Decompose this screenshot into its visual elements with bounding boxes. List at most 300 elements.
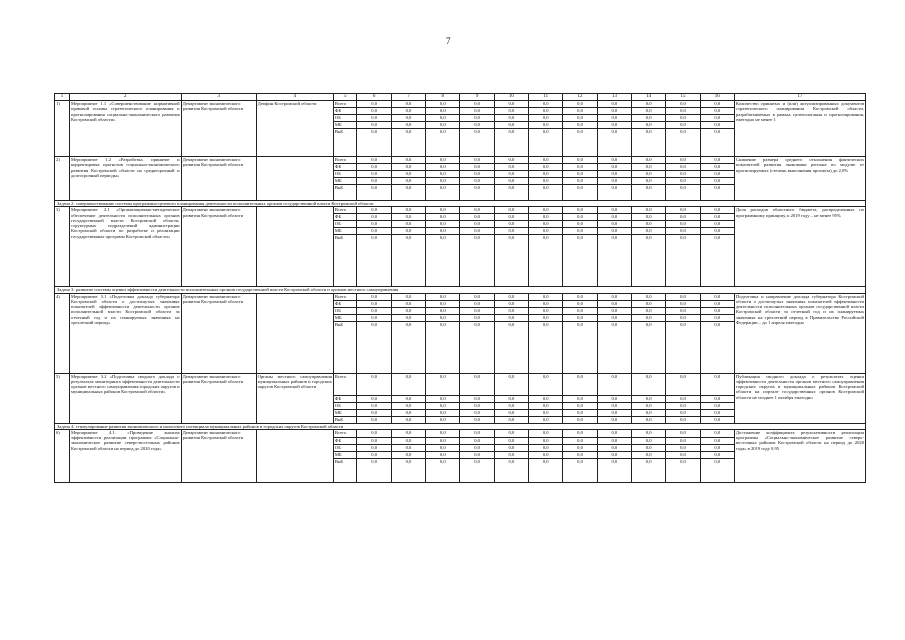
- value-cell: 0,0: [666, 307, 700, 314]
- header-cell: 6: [357, 94, 391, 101]
- value-cell: 0,0: [666, 101, 700, 108]
- value-cell: 0,0: [631, 451, 665, 458]
- executor: Департамент экономического развития Костромской области: [181, 293, 256, 373]
- value-cell: 0,0: [357, 409, 391, 416]
- value-cell: 0,0: [597, 437, 631, 444]
- value-cell: 0,0: [529, 122, 563, 129]
- value-cell: 0,0: [357, 458, 391, 482]
- value-cell: 0,0: [631, 157, 665, 164]
- value-cell: 0,0: [494, 101, 528, 108]
- value-cell: 0,0: [460, 437, 494, 444]
- value-cell: 0,0: [597, 164, 631, 171]
- fund-label: Всего: [333, 293, 357, 300]
- value-cell: 0,0: [529, 437, 563, 444]
- value-cell: 0,0: [597, 221, 631, 228]
- value-cell: 0,0: [426, 115, 460, 122]
- value-cell: 0,0: [426, 458, 460, 482]
- value-cell: 0,0: [700, 437, 734, 444]
- fund-label: ОБ: [333, 221, 357, 228]
- fund-label: Всего: [333, 157, 357, 164]
- value-cell: 0,0: [391, 451, 425, 458]
- value-cell: 0,0: [357, 122, 391, 129]
- header-cell: 7: [391, 94, 425, 101]
- value-cell: 0,0: [631, 228, 665, 235]
- table-row: [55, 101, 866, 108]
- value-cell: 0,0: [494, 373, 528, 395]
- value-cell: 0,0: [426, 221, 460, 228]
- value-cell: 0,0: [700, 300, 734, 307]
- fund-label: ОБ: [333, 444, 357, 451]
- value-cell: 0,0: [494, 307, 528, 314]
- value-cell: 0,0: [391, 228, 425, 235]
- value-cell: 0,0: [391, 300, 425, 307]
- value-cell: 0,0: [357, 373, 391, 395]
- value-cell: 0,0: [631, 437, 665, 444]
- value-cell: 0,0: [597, 101, 631, 108]
- value-cell: 0,0: [700, 409, 734, 416]
- table-row: [55, 293, 866, 300]
- value-cell: 0,0: [426, 300, 460, 307]
- value-cell: 0,0: [666, 409, 700, 416]
- row-number: 4): [55, 293, 70, 373]
- expected-result: Доля расходов областного бюджета, распределенных по программному принципу, к 2019 году – не менее 95%: [734, 207, 865, 287]
- fund-label: ФБ: [333, 395, 357, 402]
- value-cell: 0,0: [700, 207, 734, 214]
- value-cell: 0,0: [700, 129, 734, 157]
- value-cell: 0,0: [563, 115, 597, 122]
- task-text: Задача 2: совершенствование системы программно-целевого планирования деятельности исполнительных органов государственной власти Костромской области: [55, 201, 866, 207]
- value-cell: 0,0: [391, 307, 425, 314]
- fund-label: Всего: [333, 101, 357, 108]
- value-cell: 0,0: [597, 214, 631, 221]
- value-cell: 0,0: [529, 444, 563, 451]
- task-text: Задача 4: стимулирование развития экономического и налогового потенциала муниципальных районов и городских округов Костромской области: [55, 423, 866, 429]
- value-cell: 0,0: [357, 207, 391, 214]
- value-cell: 0,0: [426, 171, 460, 178]
- value-cell: 0,0: [460, 228, 494, 235]
- value-cell: 0,0: [357, 451, 391, 458]
- row-number: 6): [55, 429, 70, 482]
- value-cell: 0,0: [357, 221, 391, 228]
- value-cell: 0,0: [597, 429, 631, 437]
- value-cell: 0,0: [597, 307, 631, 314]
- value-cell: 0,0: [631, 314, 665, 321]
- co-executor: Органы местного самоуправления муниципальных районов и городских округов Костромской области: [256, 373, 333, 423]
- value-cell: 0,0: [563, 437, 597, 444]
- value-cell: 0,0: [426, 235, 460, 287]
- value-cell: 0,0: [529, 321, 563, 373]
- value-cell: 0,0: [597, 157, 631, 164]
- executor: Департамент экономического развития Костромской области: [181, 157, 256, 201]
- value-cell: 0,0: [700, 373, 734, 395]
- value-cell: 0,0: [391, 409, 425, 416]
- value-cell: 0,0: [666, 429, 700, 437]
- value-cell: 0,0: [666, 444, 700, 451]
- value-cell: 0,0: [700, 178, 734, 185]
- value-cell: 0,0: [460, 321, 494, 373]
- value-cell: 0,0: [666, 129, 700, 157]
- value-cell: 0,0: [666, 122, 700, 129]
- value-cell: 0,0: [494, 164, 528, 171]
- value-cell: 0,0: [563, 214, 597, 221]
- executor: Департамент экономического развития Костромской области: [181, 207, 256, 287]
- value-cell: 0,0: [426, 307, 460, 314]
- value-cell: 0,0: [357, 115, 391, 122]
- value-cell: 0,0: [426, 444, 460, 451]
- fund-label: ФБ: [333, 164, 357, 171]
- header-cell: 8: [426, 94, 460, 101]
- value-cell: 0,0: [391, 429, 425, 437]
- value-cell: 0,0: [460, 307, 494, 314]
- value-cell: 0,0: [460, 171, 494, 178]
- value-cell: 0,0: [631, 122, 665, 129]
- value-cell: 0,0: [700, 221, 734, 228]
- value-cell: 0,0: [631, 171, 665, 178]
- value-cell: 0,0: [460, 101, 494, 108]
- value-cell: 0,0: [357, 321, 391, 373]
- value-cell: 0,0: [391, 157, 425, 164]
- value-cell: 0,0: [357, 314, 391, 321]
- value-cell: 0,0: [666, 164, 700, 171]
- value-cell: 0,0: [357, 402, 391, 409]
- executor: Департамент экономического развития Костромской области: [181, 429, 256, 482]
- event-description: Мероприятие 2.1 «Организационно-методическое обеспечение деятельности исполнительных органов государственной власти Костромской области, структурных подразделений администрации Костромской области по разработке и реализации государственных программ Костромской области»: [70, 207, 182, 287]
- value-cell: 0,0: [426, 314, 460, 321]
- co-executor: [256, 207, 333, 287]
- value-cell: 0,0: [563, 101, 597, 108]
- value-cell: 0,0: [460, 444, 494, 451]
- value-cell: 0,0: [391, 458, 425, 482]
- value-cell: 0,0: [597, 207, 631, 214]
- fund-label: ОБ: [333, 402, 357, 409]
- co-executor: Депфин Костромской области: [256, 101, 333, 157]
- value-cell: 0,0: [631, 207, 665, 214]
- value-cell: 0,0: [666, 171, 700, 178]
- value-cell: 0,0: [357, 101, 391, 108]
- value-cell: 0,0: [700, 101, 734, 108]
- value-cell: 0,0: [391, 178, 425, 185]
- value-cell: 0,0: [700, 214, 734, 221]
- fund-label: МБ: [333, 228, 357, 235]
- value-cell: 0,0: [529, 395, 563, 402]
- value-cell: 0,0: [494, 321, 528, 373]
- value-cell: 0,0: [357, 214, 391, 221]
- fund-label: ФБ: [333, 108, 357, 115]
- value-cell: 0,0: [631, 101, 665, 108]
- value-cell: 0,0: [563, 293, 597, 300]
- co-executor: [256, 293, 333, 373]
- value-cell: 0,0: [529, 300, 563, 307]
- value-cell: 0,0: [563, 451, 597, 458]
- header-cell: 1: [55, 94, 70, 101]
- value-cell: 0,0: [700, 307, 734, 314]
- value-cell: 0,0: [460, 115, 494, 122]
- value-cell: 0,0: [391, 122, 425, 129]
- value-cell: 0,0: [494, 395, 528, 402]
- value-cell: 0,0: [563, 300, 597, 307]
- value-cell: 0,0: [529, 409, 563, 416]
- fund-label: МБ: [333, 314, 357, 321]
- value-cell: 0,0: [426, 214, 460, 221]
- value-cell: 0,0: [597, 235, 631, 287]
- value-cell: 0,0: [426, 437, 460, 444]
- value-cell: 0,0: [426, 416, 460, 423]
- expected-result: Достижение коэффициента результативности реализации программы «Социально-экономическое развитие северо-восточных районов Костромской области на период до 2020 года» в 2019 году 0,95: [734, 429, 865, 482]
- value-cell: 0,0: [494, 437, 528, 444]
- value-cell: 0,0: [460, 300, 494, 307]
- co-executor: [256, 157, 333, 201]
- fund-label: ОБ: [333, 307, 357, 314]
- co-executor: [256, 429, 333, 482]
- value-cell: 0,0: [563, 228, 597, 235]
- value-cell: 0,0: [666, 228, 700, 235]
- header-cell: 9: [460, 94, 494, 101]
- value-cell: 0,0: [563, 458, 597, 482]
- fund-label: ВнБ: [333, 458, 357, 482]
- value-cell: 0,0: [563, 409, 597, 416]
- value-cell: 0,0: [631, 129, 665, 157]
- value-cell: 0,0: [494, 458, 528, 482]
- value-cell: 0,0: [391, 416, 425, 423]
- value-cell: 0,0: [494, 235, 528, 287]
- row-number: 3): [55, 207, 70, 287]
- value-cell: 0,0: [529, 207, 563, 214]
- value-cell: 0,0: [529, 458, 563, 482]
- fund-label: Всего: [333, 373, 357, 395]
- header-cell: 3: [181, 94, 256, 101]
- value-cell: 0,0: [426, 395, 460, 402]
- value-cell: 0,0: [666, 437, 700, 444]
- value-cell: 0,0: [666, 458, 700, 482]
- value-cell: 0,0: [494, 444, 528, 451]
- value-cell: 0,0: [426, 402, 460, 409]
- value-cell: 0,0: [529, 451, 563, 458]
- value-cell: 0,0: [631, 178, 665, 185]
- fund-label: ВнБ: [333, 416, 357, 423]
- value-cell: 0,0: [357, 429, 391, 437]
- program-table: [54, 93, 866, 483]
- value-cell: 0,0: [563, 416, 597, 423]
- value-cell: 0,0: [391, 437, 425, 444]
- value-cell: 0,0: [460, 185, 494, 201]
- value-cell: 0,0: [563, 207, 597, 214]
- value-cell: 0,0: [391, 185, 425, 201]
- value-cell: 0,0: [666, 115, 700, 122]
- value-cell: 0,0: [391, 108, 425, 115]
- value-cell: 0,0: [631, 416, 665, 423]
- value-cell: 0,0: [494, 300, 528, 307]
- value-cell: 0,0: [666, 451, 700, 458]
- value-cell: 0,0: [391, 293, 425, 300]
- fund-label: МБ: [333, 178, 357, 185]
- value-cell: 0,0: [631, 235, 665, 287]
- value-cell: 0,0: [494, 157, 528, 164]
- value-cell: 0,0: [631, 185, 665, 201]
- value-cell: 0,0: [563, 108, 597, 115]
- value-cell: 0,0: [426, 228, 460, 235]
- value-cell: 0,0: [631, 115, 665, 122]
- value-cell: 0,0: [666, 416, 700, 423]
- value-cell: 0,0: [460, 416, 494, 423]
- expected-result: Публикация сводного доклада о результатах оценки эффективности деятельности органов местного самоуправления городских округов и муниципальных районов Костромской области на портале государственных органов Костромской области не позднее 1 октября ежегодно: [734, 373, 865, 423]
- value-cell: 0,0: [357, 444, 391, 451]
- row-number: 1): [55, 101, 70, 157]
- value-cell: 0,0: [597, 314, 631, 321]
- executor: Департамент экономического развития Костромской области: [181, 373, 256, 423]
- value-cell: 0,0: [631, 293, 665, 300]
- fund-label: ФБ: [333, 300, 357, 307]
- value-cell: 0,0: [631, 444, 665, 451]
- header-cell: 10: [494, 94, 528, 101]
- value-cell: 0,0: [357, 164, 391, 171]
- value-cell: 0,0: [426, 451, 460, 458]
- value-cell: 0,0: [357, 185, 391, 201]
- value-cell: 0,0: [700, 235, 734, 287]
- header-cell: 11: [529, 94, 563, 101]
- fund-label: ВнБ: [333, 185, 357, 201]
- value-cell: 0,0: [631, 214, 665, 221]
- value-cell: 0,0: [631, 429, 665, 437]
- value-cell: 0,0: [631, 458, 665, 482]
- value-cell: 0,0: [460, 458, 494, 482]
- value-cell: 0,0: [426, 373, 460, 395]
- value-cell: 0,0: [700, 444, 734, 451]
- value-cell: 0,0: [563, 321, 597, 373]
- value-cell: 0,0: [631, 395, 665, 402]
- value-cell: 0,0: [700, 314, 734, 321]
- value-cell: 0,0: [494, 115, 528, 122]
- value-cell: 0,0: [494, 429, 528, 437]
- value-cell: 0,0: [597, 402, 631, 409]
- value-cell: 0,0: [700, 429, 734, 437]
- value-cell: 0,0: [494, 171, 528, 178]
- value-cell: 0,0: [529, 402, 563, 409]
- header-cell: 2: [70, 94, 182, 101]
- value-cell: 0,0: [529, 221, 563, 228]
- value-cell: 0,0: [357, 307, 391, 314]
- value-cell: 0,0: [597, 373, 631, 395]
- value-cell: 0,0: [529, 101, 563, 108]
- value-cell: 0,0: [666, 178, 700, 185]
- value-cell: 0,0: [700, 228, 734, 235]
- value-cell: 0,0: [563, 395, 597, 402]
- table-row: [55, 157, 866, 164]
- value-cell: 0,0: [563, 429, 597, 437]
- fund-label: ФБ: [333, 214, 357, 221]
- value-cell: 0,0: [426, 409, 460, 416]
- value-cell: 0,0: [494, 416, 528, 423]
- value-cell: 0,0: [666, 402, 700, 409]
- value-cell: 0,0: [529, 429, 563, 437]
- value-cell: 0,0: [700, 416, 734, 423]
- fund-label: ВнБ: [333, 321, 357, 373]
- value-cell: 0,0: [460, 429, 494, 437]
- value-cell: 0,0: [631, 402, 665, 409]
- fund-label: ВнБ: [333, 235, 357, 287]
- value-cell: 0,0: [391, 314, 425, 321]
- value-cell: 0,0: [631, 409, 665, 416]
- value-cell: 0,0: [700, 157, 734, 164]
- value-cell: 0,0: [597, 228, 631, 235]
- header-cell: 5: [333, 94, 357, 101]
- value-cell: 0,0: [597, 293, 631, 300]
- value-cell: 0,0: [597, 108, 631, 115]
- value-cell: 0,0: [700, 451, 734, 458]
- value-cell: 0,0: [666, 314, 700, 321]
- value-cell: 0,0: [631, 221, 665, 228]
- value-cell: 0,0: [494, 185, 528, 201]
- value-cell: 0,0: [494, 402, 528, 409]
- value-cell: 0,0: [460, 451, 494, 458]
- value-cell: 0,0: [494, 221, 528, 228]
- value-cell: 0,0: [563, 444, 597, 451]
- value-cell: 0,0: [666, 207, 700, 214]
- value-cell: 0,0: [391, 402, 425, 409]
- value-cell: 0,0: [494, 293, 528, 300]
- value-cell: 0,0: [357, 293, 391, 300]
- value-cell: 0,0: [700, 122, 734, 129]
- value-cell: 0,0: [597, 115, 631, 122]
- value-cell: 0,0: [666, 373, 700, 395]
- value-cell: 0,0: [563, 185, 597, 201]
- value-cell: 0,0: [426, 157, 460, 164]
- value-cell: 0,0: [666, 185, 700, 201]
- value-cell: 0,0: [357, 129, 391, 157]
- value-cell: 0,0: [529, 115, 563, 122]
- header-cell: 4: [256, 94, 333, 101]
- row-number: 5): [55, 373, 70, 423]
- value-cell: 0,0: [529, 373, 563, 395]
- value-cell: 0,0: [631, 164, 665, 171]
- value-cell: 0,0: [529, 108, 563, 115]
- value-cell: 0,0: [700, 458, 734, 482]
- value-cell: 0,0: [426, 429, 460, 437]
- value-cell: 0,0: [700, 171, 734, 178]
- value-cell: 0,0: [494, 409, 528, 416]
- value-cell: 0,0: [426, 293, 460, 300]
- value-cell: 0,0: [460, 178, 494, 185]
- event-description: Мероприятие 3.1 «Подготовка доклада губернатора Костромской области о достигнутых значениях показателей эффективности деятельности органов исполнительной власти Костромской области за отчетный год и их планируемых значениях на трехлетний период»: [70, 293, 182, 373]
- page-number: 7: [446, 36, 451, 46]
- value-cell: 0,0: [460, 409, 494, 416]
- fund-label: ОБ: [333, 115, 357, 122]
- value-cell: 0,0: [357, 178, 391, 185]
- value-cell: 0,0: [426, 185, 460, 201]
- header-cell: 14: [631, 94, 665, 101]
- value-cell: 0,0: [391, 171, 425, 178]
- value-cell: 0,0: [460, 373, 494, 395]
- value-cell: 0,0: [666, 300, 700, 307]
- value-cell: 0,0: [563, 122, 597, 129]
- value-cell: 0,0: [529, 129, 563, 157]
- value-cell: 0,0: [631, 108, 665, 115]
- value-cell: 0,0: [357, 171, 391, 178]
- expected-result: Подготовка и направление доклада губернатора Костромской области о достигнутых значениях показателей эффективности деятельности исполнительных органов государственной власти Костромской области за отчетный год и их планируемых значениях на трехлетний период в Правительство Российской Федерации – до 1 апреля ежегодно: [734, 293, 865, 373]
- value-cell: 0,0: [426, 122, 460, 129]
- value-cell: 0,0: [563, 373, 597, 395]
- value-cell: 0,0: [460, 221, 494, 228]
- value-cell: 0,0: [391, 101, 425, 108]
- value-cell: 0,0: [460, 129, 494, 157]
- header-cell: 12: [563, 94, 597, 101]
- value-cell: 0,0: [529, 416, 563, 423]
- event-description: Мероприятие 4.1. «Проведение анализа эффективности реализации программы «Социально-экономическое развитие северо-восточных районов Костромской области на период до 2020 года»: [70, 429, 182, 482]
- value-cell: 0,0: [597, 321, 631, 373]
- value-cell: 0,0: [357, 228, 391, 235]
- header-row: [55, 94, 866, 101]
- value-cell: 0,0: [391, 395, 425, 402]
- value-cell: 0,0: [529, 293, 563, 300]
